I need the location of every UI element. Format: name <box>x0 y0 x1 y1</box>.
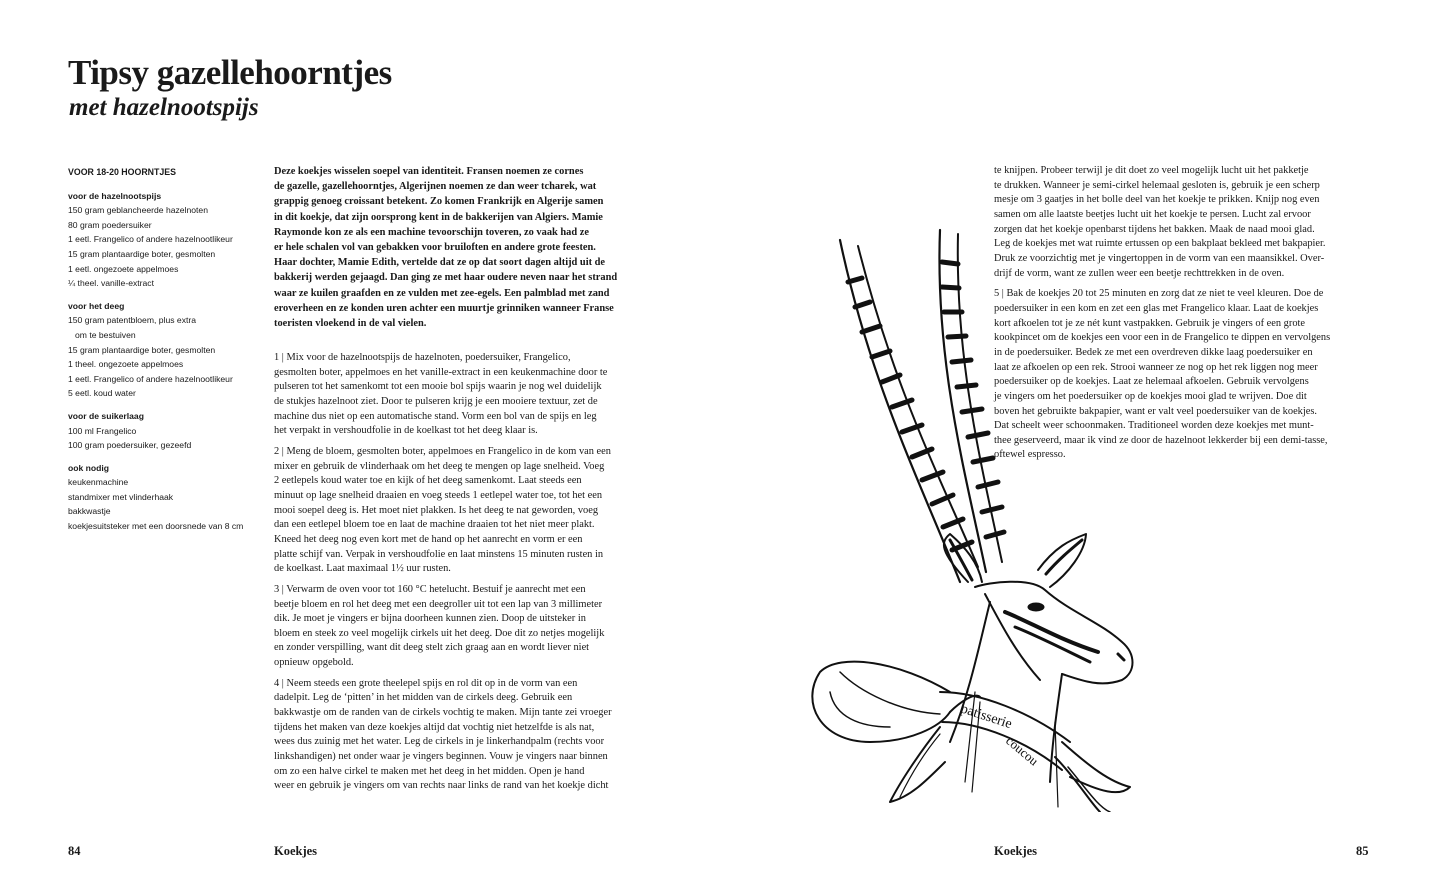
ingredient-item: 15 gram plantaardige boter, gesmolten <box>68 248 216 259</box>
ingredient-item: 100 gram poedersuiker, gezeefd <box>68 440 192 451</box>
ingredient-item: keukenmachine <box>68 477 129 488</box>
method-step <box>274 351 654 439</box>
method-line: machine dus niet op een automatische stand. Vorm een bol van de spijs en leg <box>274 410 597 422</box>
method-line: tijdens het maken van deze koekjes altijd dat vochtig niet hetzelfde is als nat, <box>274 721 595 733</box>
method-line: kookpincet om de koekjes een voor een in de Frangelico te dippen en vervolgens <box>994 332 1331 344</box>
method-line: dadelpit. Leg de ‘pitten’ in het midden van de cirkels deeg. Gebruik een <box>274 692 573 704</box>
method-line: boven het gebruikte bakpapier, want er valt veel poedersuiker van de koekjes. <box>994 405 1318 417</box>
intro-line: grappig genoeg croissant betekent. Zo komen Frankrijk en Algerije samen <box>274 196 604 208</box>
method-line: zorgen dat het koekje openbarst tijdens het bakken. Maak de naad mooi glad. <box>994 223 1315 235</box>
intro-line: eroverheen en ze konden uren achter een muurtje grinniken wanneer Franse <box>274 302 614 314</box>
page-number-left: 84 <box>68 844 81 858</box>
recipe-title: Tipsy gazellehoorntjes <box>68 53 392 92</box>
method-line: de stukjes hazelnoot ziet. Door te pulseren krijg je een mooiere textuur, zet de <box>274 395 598 407</box>
method-line: platte schijf van. Verpak in vershoudfolie en laat minstens 15 minuten rusten in <box>274 548 604 560</box>
ingredient-item: 1 theel. ongezoete appelmoes <box>68 359 184 370</box>
section-label-right: Koekjes <box>994 844 1038 858</box>
method-line: te drukken. Wanneer je semi-cirkel helemaal gesloten is, gebruik je een scherp <box>994 179 1320 191</box>
method-line: linkshandigen) net onder waar je vingers beginnen. Vouw je vingers naar binnen <box>274 751 608 763</box>
method-line: weer en gebruik je vingers om van rechts naar links de rand van het koekje dicht <box>274 780 609 792</box>
ingredient-group-title: voor de suikerlaag <box>68 410 144 421</box>
method-line: bakkwastje om de randen van de cirkels vochtig te maken. Mijn tante zei vroeger <box>274 707 612 719</box>
ingredient-item: koekjesuitsteker met een doorsnede van 8 cm <box>68 521 244 532</box>
ingredient-item: bakkwastje <box>68 506 111 517</box>
intro-line: er hele schalen vol van gebakken voor bruiloften en andere grote feesten. <box>274 242 596 254</box>
method-line: je vingers om het poedersuiker op de koekjes mooi glad te wrijven. Doe dit <box>994 390 1307 402</box>
intro-line: de gazelle, gazellehoorntjes, Algerijnen noemen ze dan weer tcharek, wat <box>274 181 597 193</box>
method-line: gesmolten boter, appelmoes en het vanille-extract in een keukenmachine door te <box>274 366 608 378</box>
ingredient-groups <box>68 189 263 534</box>
method-line: de koelkast. Laat maximaal 1½ uur rusten. <box>274 563 451 575</box>
method-line: drijf de vorm, want ze zullen weer een beetje rechttrekken in de oven. <box>994 267 1285 279</box>
method-line: Dat scheelt weer schoonmaken. Traditioneel worden deze koekjes met munt- <box>994 420 1314 432</box>
method-line: bloem en steek zo veel mogelijk cirkels uit het deeg. Doe dit zo netjes mogelijk <box>274 627 605 639</box>
method-step <box>274 677 654 794</box>
ingredient-item: 1 eetl. ongezoete appelmoes <box>68 263 179 274</box>
method-step <box>274 583 654 671</box>
method-line: laat ze afkoelen op een rek. Strooi wanneer ze nog op het rek liggen nog meer <box>994 361 1318 373</box>
ingredient-group <box>68 409 263 453</box>
ingredient-item: 100 ml Frangelico <box>68 425 137 436</box>
method-line: mixer en gebruik de vlinderhaak om het deeg te mengen op lage snelheid. Voeg <box>274 460 605 472</box>
method-line: Druk ze voorzichtig met je vingertoppen in de vorm van een maansikkel. Over- <box>994 252 1325 264</box>
ingredient-item: 1 eetl. Frangelico of andere hazelnootlikeur <box>68 373 233 384</box>
method-step <box>274 445 654 577</box>
method-line: dik. Je moet je vingers er bijna doorheen kunnen zien. Doop de uitsteker in <box>274 613 586 625</box>
gazelle-illustration <box>800 222 1140 812</box>
yield-label: VOOR 18-20 HOORNTJES <box>68 167 177 177</box>
ingredient-group-title: voor het deeg <box>68 300 125 311</box>
ingredient-item: 15 gram plantaardige boter, gesmolten <box>68 344 216 355</box>
collar-label-top: patisserie <box>958 701 1014 733</box>
method-line: oftewel espresso. <box>994 449 1066 461</box>
ingredient-item: 1 eetl. Frangelico of andere hazelnootlikeur <box>68 234 233 245</box>
method-line: te knijpen. Probeer terwijl je dit doet zo veel mogelijk lucht uit het pakketje <box>994 165 1309 176</box>
intro-line: Deze koekjes wisselen soepel van identiteit. Fransen noemen ze cornes <box>274 166 584 177</box>
intro-line: Raymonde kon ze als een machine tevoorschijn toveren, zo vaak had ze <box>274 226 589 238</box>
ingredient-item: 150 gram patentbloem, plus extra <box>68 315 197 326</box>
ingredient-group-title: voor de hazelnootspijs <box>68 190 162 201</box>
method-line: kort afkoelen tot je ze nét kunt vastpakken. Gebruik je vingers of een grote <box>994 317 1306 329</box>
method-line: 1 | Mix voor de hazelnootspijs de hazelnoten, poedersuiker, Frangelico, <box>274 352 571 363</box>
method-line: wees dus zuinig met het water. Leg de cirkels in je linkerhandpalm (rechts voor <box>274 736 605 748</box>
intro-line: toeristen vloekend in de val vielen. <box>274 318 427 330</box>
ingredient-item: 5 eetl. koud water <box>68 388 136 399</box>
intro-line: Haar dochter, Mamie Edith, vertelde dat ze op dat soort dagen altijd uit de <box>274 257 606 269</box>
intro-line: waar ze kuilen graafden en ze vulden met zee-egels. Een palmblad met zand <box>274 287 610 299</box>
ingredient-item: standmixer met vlinderhaak <box>68 491 174 502</box>
method-line: 2 eetlepels koud water toe en kijk of het deeg samenkomt. Laat steeds een <box>274 475 582 487</box>
method-line: Leg de koekjes met wat ruimte ertussen op een bakplaat bekleed met bakpapier. <box>994 238 1326 250</box>
method-line: Kneed het deeg nog even kort met de hand op het aanrecht en vorm er een <box>274 533 583 545</box>
method-line: beetje bloem en rol het deeg met een deegroller uit tot een lap van 3 millimeter <box>274 598 603 610</box>
method-line: om zo een halve cirkel te maken met het deeg in het midden. Open je hand <box>274 765 585 777</box>
method-line: poedersuiker in een kom en zet een glas met Frangelico klaar. Laat de koekjes <box>994 302 1319 314</box>
intro-paragraph <box>274 164 654 331</box>
method-line: in de poedersuiker. Bedek ze met een overdreven dikke laag poedersuiker en <box>994 346 1313 358</box>
method-line: mooi soepel deeg is. Het moet niet plakken. Is het deeg te nat geworden, voeg <box>274 504 599 516</box>
ingredient-item: 80 gram poedersuiker <box>68 219 152 230</box>
method-line: 5 | Bak de koekjes 20 tot 25 minuten en zorg dat ze niet te veel kleuren. Doe de <box>994 288 1324 300</box>
method-line: mesje om 3 gaatjes in het bolle deel van het koekje te prikken. Knijp nog even <box>994 194 1320 206</box>
ingredient-item: 150 gram geblancheerde hazelnoten <box>68 205 208 216</box>
ingredient-item: om te bestuiven <box>75 329 136 340</box>
steps-left-column <box>274 351 654 800</box>
method-line: pulseren tot het samenkomt tot een mooie bol spijs waarin je nog wel duidelijk <box>274 381 602 393</box>
method-line: 4 | Neem steeds een grote theelepel spijs en rol dit op in de vorm van een <box>274 677 578 689</box>
section-label-left: Koekjes <box>274 844 318 858</box>
ingredient-group <box>68 299 263 401</box>
method-line: minuut op lage snelheid draaien en voeg steeds 1 eetlepel water toe, tot het een <box>274 489 603 501</box>
ingredient-group-title: ook nodig <box>68 462 110 473</box>
ingredient-group <box>68 189 263 291</box>
method-line: 3 | Verwarm de oven voor tot 160 °C hetelucht. Bestuif je aanrecht met een <box>274 583 586 595</box>
method-line: het verpakt in vershoudfolie in de koelkast tot het deeg klaar is. <box>274 425 538 437</box>
intro-line: in dit koekje, dat zijn oorsprong kent in de bakkerijen van Algiers. Mamie <box>274 211 603 223</box>
method-line: samen om alle laatste beetjes lucht uit het koekje te persen. Lucht zal ervoor <box>994 208 1311 220</box>
method-line: 2 | Meng de bloem, gesmolten boter, appelmoes en Frangelico in de kom van een <box>274 445 611 457</box>
recipe-subtitle: met hazelnootspijs <box>69 94 259 121</box>
method-line: thee geserveerd, maar ik vind ze door de hazelnoot lekkerder bij een demi-tasse, <box>994 434 1328 446</box>
method-line: opnieuw opgebold. <box>274 657 354 669</box>
collar-label-bottom: coucou <box>1003 732 1042 769</box>
page-number-right: 85 <box>1356 844 1369 858</box>
method-line: en zonder verspilling, want dit deeg stelt zich graag aan en wordt liever niet <box>274 642 590 654</box>
intro-line: bakkerij werden gejaagd. Dan ging ze met haar oudere neven naar het strand <box>274 272 618 284</box>
ingredient-item: ¼ theel. vanille-extract <box>68 278 154 289</box>
method-line: dan een eetlepel bloem toe en laat de machine draaien tot het niet meer plakt. <box>274 519 595 531</box>
ingredient-group <box>68 461 263 534</box>
ingredients-column <box>68 165 263 542</box>
method-line: poedersuiker op de koekjes. Laat ze helemaal afkoelen. Gebruik vervolgens <box>994 376 1309 388</box>
